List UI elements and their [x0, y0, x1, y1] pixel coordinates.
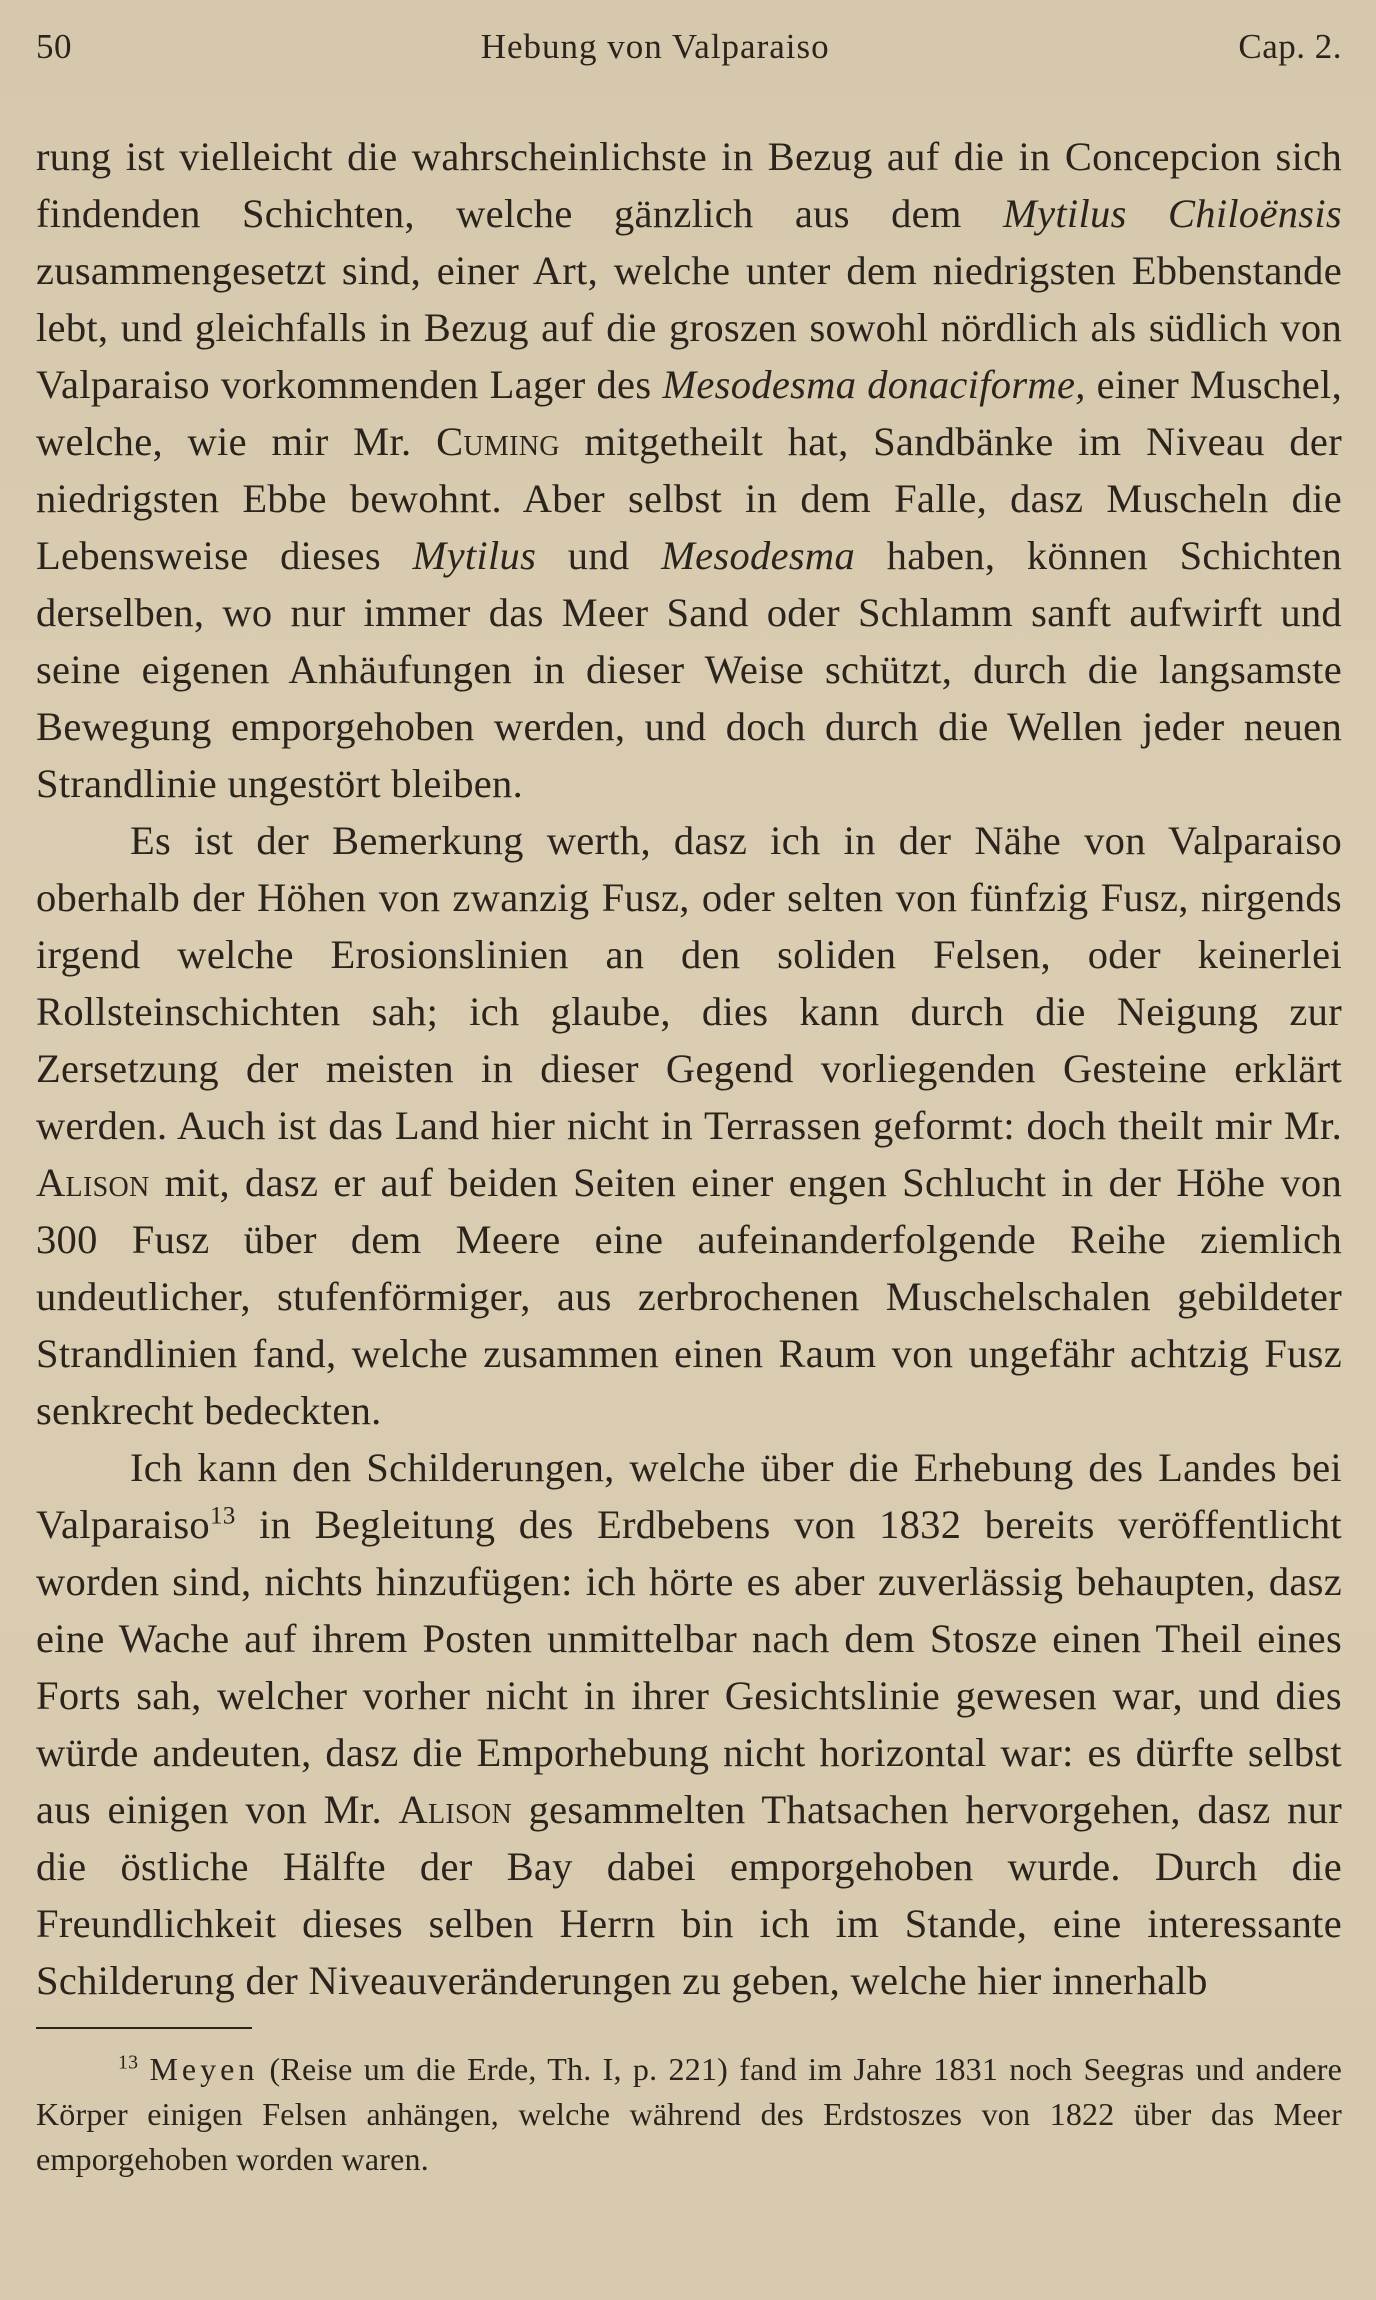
- person-name: Cuming: [436, 419, 560, 464]
- species-name: Mesodesma donaciforme,: [662, 362, 1086, 407]
- paragraph-3: [36, 1439, 1342, 2009]
- text-run: Es ist der Bemerkung werth, dasz ich in der Nähe von Valparaiso oberhalb der Höhen von zwanzig Fusz, oder selten von fünfzig Fusz, nirgends irgend welche Erosionslinien an den soliden Felsen, oder keinerlei Rollsteinschichten sah; ich glaube, dies kann durch die Neigung zur Zersetzung der meisten in dieser Gegend vorliegenden Gesteine erklärt werden. Auch ist das Land hier nicht in Terrassen geformt: doch theilt mir Mr.: [36, 818, 1342, 1148]
- page-number: 50: [36, 27, 72, 66]
- running-header: [36, 18, 1342, 76]
- species-name: Mytilus Chiloënsis: [1003, 191, 1342, 236]
- species-name: Mesodesma: [661, 533, 856, 578]
- text-run: gesammelten Thatsachen hervorgehen, dasz nur die östliche Hälfte der Bay dabei emporgehoben wurde. Durch die Freundlichkeit dieses selben Herrn bin ich im Stande, eine interessante Schilderung der Niveauveränderungen zu geben, welche hier innerhalb: [36, 1787, 1342, 2003]
- text-run: mitgetheilt hat, Sandbänke im Niveau der niedrigsten Ebbe bewohnt. Aber selbst in dem Falle, dasz Muscheln die Lebensweise dieses: [36, 419, 1342, 578]
- species-name: Mytilus: [412, 533, 537, 578]
- paragraph-1: [36, 128, 1342, 812]
- footnote-number: 13: [118, 2051, 139, 2074]
- text-run: haben, können Schichten derselben, wo nur immer das Meer Sand oder Schlamm sanft aufwirft und seine eigenen Anhäufungen in dieser Weise schützt, durch die langsamste Bewegung emporgehoben werden, und doch durch die Wellen jeder neuen Strandlinie ungestört bleiben.: [36, 533, 1343, 806]
- text-run: in Begleitung des Erdbebens von 1832 bereits veröffentlicht worden sind, nichts hinzufügen: ich hörte es aber zuverlässig behaupten, dasz eine Wache auf ihrem Posten unmittelbar nach dem Stosze einen Theil eines Forts sah, welcher vorher nicht in ihrer Gesichtslinie gewesen war, und dies würde andeuten, dasz die Emporhebung nicht horizontal war: es dürfte selbst aus einigen von Mr.: [36, 1502, 1342, 1832]
- text-run: rung ist vielleicht die wahrscheinlichste in Bezug auf die in Concepcion sich findenden Schichten, welche gänzlich aus dem: [36, 134, 1342, 236]
- text-run: zusammengesetzt sind, einer Art, welche unter dem niedrigsten Ebbenstande lebt, und gleichfalls in Bezug auf die groszen sowohl nördlich als südlich von Valparaiso vorkommenden Lager des: [36, 248, 1342, 407]
- paragraph-2: [36, 812, 1342, 1439]
- person-name: Alison: [36, 1160, 150, 1205]
- footnote-author: Meyen: [149, 2051, 259, 2087]
- running-title: Hebung von Valparaiso: [480, 27, 830, 66]
- body-text: [36, 128, 1342, 2009]
- footnote-reference: 13: [209, 1502, 236, 1530]
- footnote-text: (Reise um die Erde, Th. I, p. 221) fand im Jahre 1831 noch Seegras und andere Körper einigen Felsen anhängen, welche während des Erdstoszes von 1822 über das Meer emporgehoben worden waren.: [36, 2051, 1342, 2177]
- text-run: einer Muschel, welche, wie mir Mr.: [36, 362, 1342, 464]
- footnote: [36, 2047, 1342, 2182]
- text-run: und: [536, 533, 662, 578]
- text-run: Ich kann den Schilderungen, welche über die Erhebung des Landes bei Valparaiso: [36, 1445, 1342, 1547]
- chapter-label: Cap. 2.: [1238, 27, 1342, 66]
- text-run: mit, dasz er auf beiden Seiten einer engen Schlucht in der Höhe von 300 Fusz über dem Meere eine aufeinanderfolgende Reihe ziemlich undeutlicher, stufenförmiger, aus zerbrochenen Muschelschalen gebildeter Strandlinien fand, welche zusammen einen Raum von ungefähr achtzig Fusz senkrecht bedeckten.: [36, 1160, 1342, 1433]
- footnote-divider: [36, 2027, 252, 2029]
- person-name: Alison: [398, 1787, 512, 1832]
